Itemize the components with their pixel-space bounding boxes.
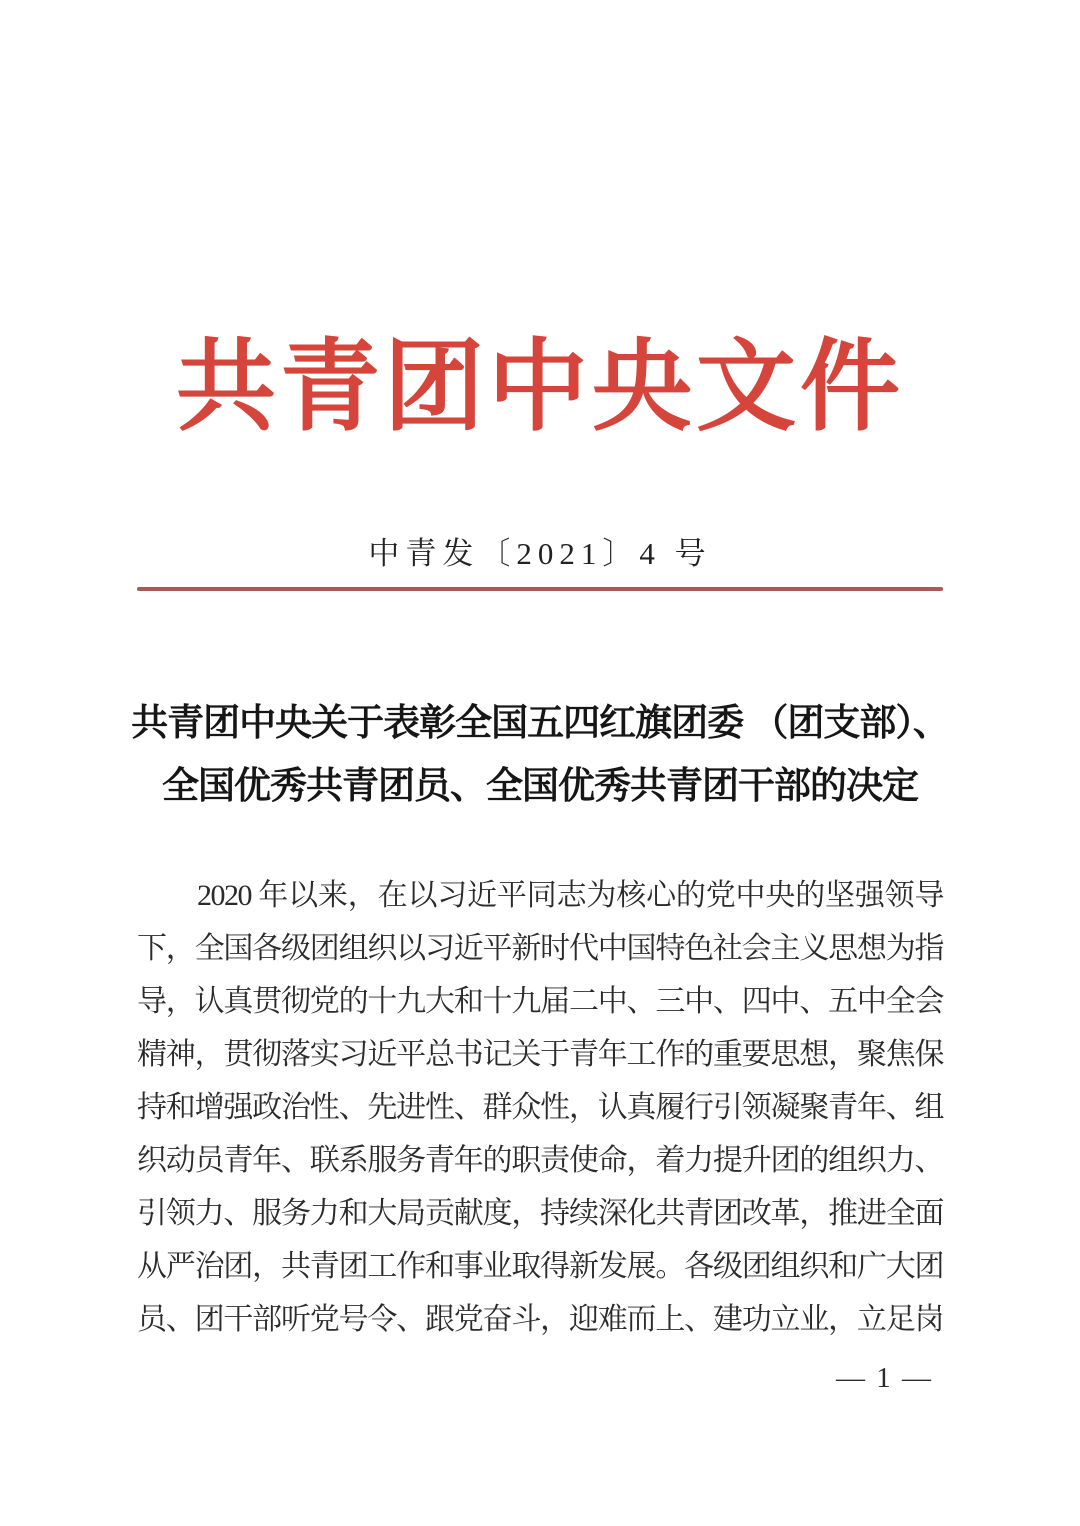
body-line-4: 精神，贯彻落实习近平总书记关于青年工作的重要思想，聚焦保 [137,1038,943,1071]
body-paragraph [137,869,943,1346]
body-line-6: 织动员青年、联系服务青年的职责使命，着力提升团的组织力、 [137,1144,943,1177]
body-line-9: 员、团干部听党号令、跟党奋斗，迎难而上、建功立业，立足岗 [137,1303,943,1336]
body-line-8: 从严治团，共青团工作和事业取得新发展。各级团组织和广大团 [137,1250,943,1283]
page-number: — 1 — [836,1362,933,1394]
document-number: 中青发〔2021〕4 号 [368,536,712,571]
decision-title-line-1: 共青团中央关于表彰全国五四红旗团委 （团支部）、 [131,703,949,744]
body-line-5: 持和增强政治性、先进性、群众性，认真履行引领凝聚青年、组 [137,1091,943,1124]
body-line-7: 引领力、服务力和大局贡献度，持续深化共青团改革，推进全面 [137,1197,943,1230]
body-line-2: 下，全国各级团组织以习近平新时代中国特色社会主义思想为指 [137,932,943,965]
red-divider-line [137,587,943,591]
letterhead-title: 共青团中央文件 [176,332,904,443]
body-line-3: 导，认真贯彻党的十九大和十九届二中、三中、四中、五中全会 [137,985,943,1018]
decision-title-line-2: 全国优秀共青团员、全国优秀共青团干部的决定 [162,766,918,807]
decision-title [110,692,970,818]
body-line-1: 2020 年以来，在以习近平同志为核心的党中央的坚强领导 [197,879,943,912]
